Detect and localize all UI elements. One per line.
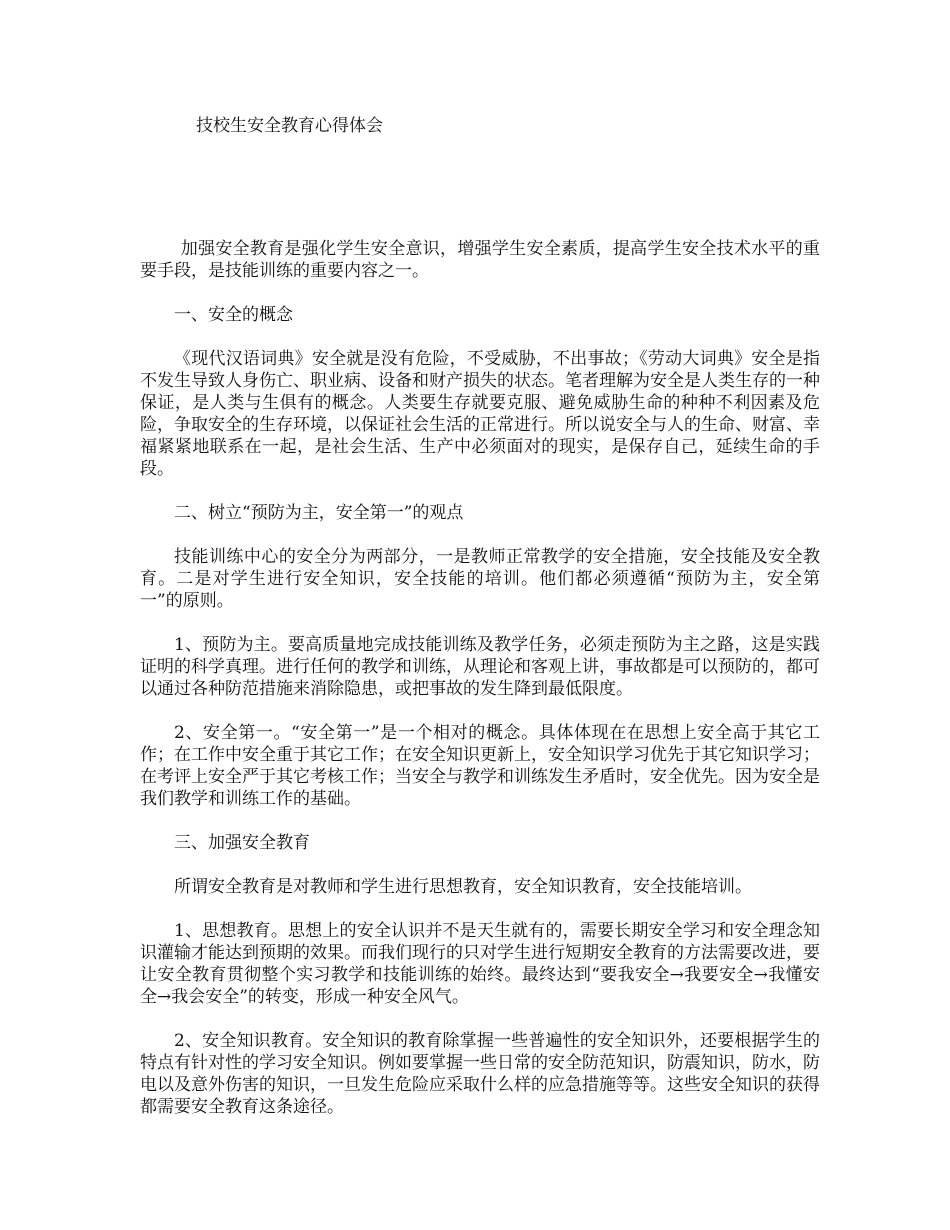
- body-paragraph: 技能训练中心的安全分为两部分，一是教师正常教学的安全措施，安全技能及安全教育。二是对学生进行安全知识，安全技能的培训。他们都必须遵循“预防为主，安全第一”的原则。: [140, 547, 820, 611]
- intro-paragraph: 加强安全教育是强化学生安全意识，增强学生安全素质，提高学生安全技术水平的重要手段，是技能训练的重要内容之一。: [140, 239, 820, 281]
- document-body: [140, 238, 820, 1140]
- section-heading-3: 三、加强安全教育: [174, 833, 310, 853]
- body-paragraph: 2、安全第一。“安全第一”是一个相对的概念。具体体现在在思想上安全高于其它工作；在工作中安全重于其它工作；在安全知识更新上，安全知识学习优先于其它知识学习；在考评上安全严于其它考核工作；当安全与教学和训练发生矛盾时，安全优先。因为安全是我们教学和训练工作的基础。: [140, 723, 820, 809]
- section-heading-1: 一、安全的概念: [174, 305, 293, 325]
- document-title: 技校生安全教育心得体会: [196, 116, 383, 136]
- body-paragraph: 1、思想教育。思想上的安全认识并不是天生就有的，需要长期安全学习和安全理念知识灌输才能达到预期的效果。而我们现行的只对学生进行短期安全教育的方法需要改进，要让安全教育贯彻整个实习教学和技能训练的始终。最终达到“要我安全→我要安全→我懂安全→我会安全”的转变，形成一种安全风气。: [140, 921, 820, 1007]
- body-paragraph: 2、安全知识教育。安全知识的教育除掌握一些普遍性的安全知识外，还要根据学生的特点有针对性的学习安全知识。例如要掌握一些日常的安全防范知识，防震知识，防水，防电以及意外伤害的知识，一旦发生危险应采取什么样的应急措施等等。这些安全知识的获得都需要安全教育这条途径。: [140, 1031, 820, 1117]
- section-heading-2: 二、树立“预防为主，安全第一”的观点: [174, 503, 464, 523]
- body-paragraph: 《现代汉语词典》安全就是没有危险，不受威胁，不出事故；《劳动大词典》安全是指不发生导致人身伤亡、职业病、设备和财产损失的状态。笔者理解为安全是人类生存的一种保证，是人类与生俱有的概念。人类要生存就要克服、避免威胁生命的种种不利因素及危险，争取安全的生存环境，以保证社会生活的正常进行。所以说安全与人的生命、财富、幸福紧紧地联系在一起，是社会生活、生产中必须面对的现实，是保存自己，延续生命的手段。: [140, 349, 820, 479]
- body-paragraph: 所谓安全教育是对教师和学生进行思想教育，安全知识教育，安全技能培训。: [174, 877, 752, 897]
- body-paragraph: 1、预防为主。要高质量地完成技能训练及教学任务，必须走预防为主之路，这是实践证明的科学真理。进行任何的教学和训练，从理论和客观上讲，事故都是可以预防的，都可以通过各种防范措施来消除隐患，或把事故的发生降到最低限度。: [140, 635, 820, 699]
